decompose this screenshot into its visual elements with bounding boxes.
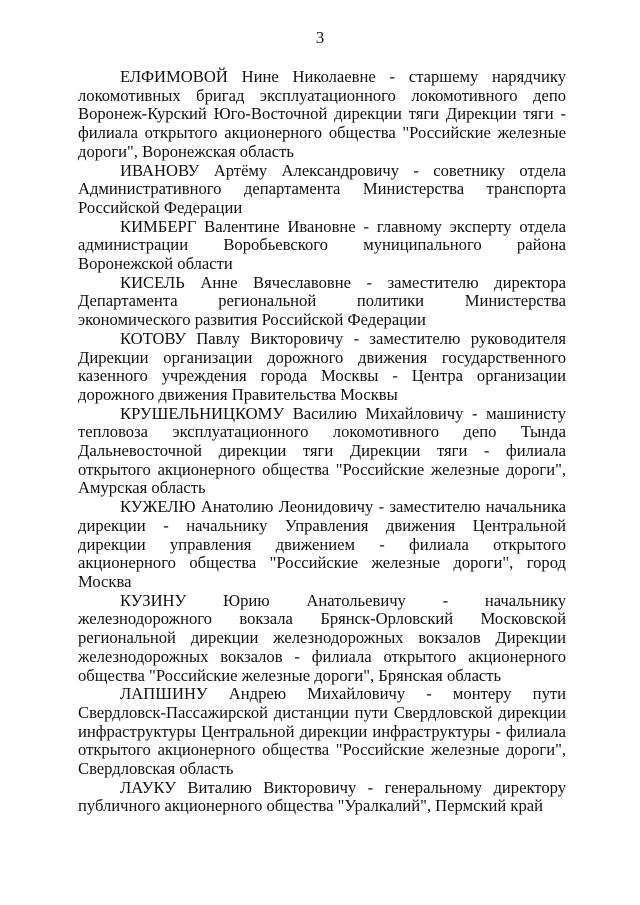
list-item: КИМБЕРГ Валентине Ивановне - главному эксперту отдела администрации Воробьевского муниципального района Воронежской области [78, 216, 566, 274]
page-number: 3 [315, 28, 325, 47]
list-item: ЛАПШИНУ Андрею Михайловичу - монтеру пути Свердловск-Пассажирской дистанции пути Свердловской дирекции инфраструктуры Центральной дирекции инфраструктуры - филиала открытого акционерного общества "Российские железные дороги", Свердловская область [78, 684, 566, 779]
list-item: КУЖЕЛЮ Анатолию Леонидовичу - заместителю начальника дирекции - начальнику Управления движения Центральной дирекции управления движением - филиала открытого акционерного общества "Российские железные дороги", город Москва [78, 497, 566, 591]
award-list [78, 68, 566, 816]
list-item: КРУШЕЛЬНИЦКОМУ Василию Михайловичу - машинисту тепловоза эксплуатационного локомотивного депо Тында Дальневосточной дирекции тяги Дирекции тяги - филиала открытого акционерного общества "Российские железные дороги", Амурская область [78, 403, 566, 498]
list-item: КУЗИНУ Юрию Анатольевичу - начальнику железнодорожного вокзала Брянск-Орловский Московской региональной дирекции железнодорожных вокзалов Дирекции железнодорожных вокзалов - филиала открытого акционерного общества "Российские железные дороги", Брянская область [78, 590, 566, 685]
list-item: ИВАНОВУ Артёму Александровичу - советнику отдела Административного департамента Министерства транспорта Российской Федерации [78, 160, 566, 217]
list-item: КОТОВУ Павлу Викторовичу - заместителю руководителя Дирекции организации дорожного движения государственного казенного учреждения города Москвы - Центра организации дорожного движения Правительства Москвы [78, 328, 566, 404]
list-item: КИСЕЛЬ Анне Вячеславовне - заместителю директора Департамента региональной политики Министерства экономического развития Российской Федерации [78, 272, 566, 330]
list-item: ЕЛФИМОВОЙ Нине Николаевне - старшему нарядчику локомотивных бригад эксплуатационного локомотивного депо Воронеж-Курский Юго-Восточной дирекции тяги Дирекции тяги - филиала открытого акционерного общества "Российские железные дороги", Воронежская область [78, 67, 566, 161]
list-item: ЛАУКУ Виталию Викторовичу - генеральному директору публичного акционерного общества "Уралкалий", Пермский край [78, 777, 566, 816]
